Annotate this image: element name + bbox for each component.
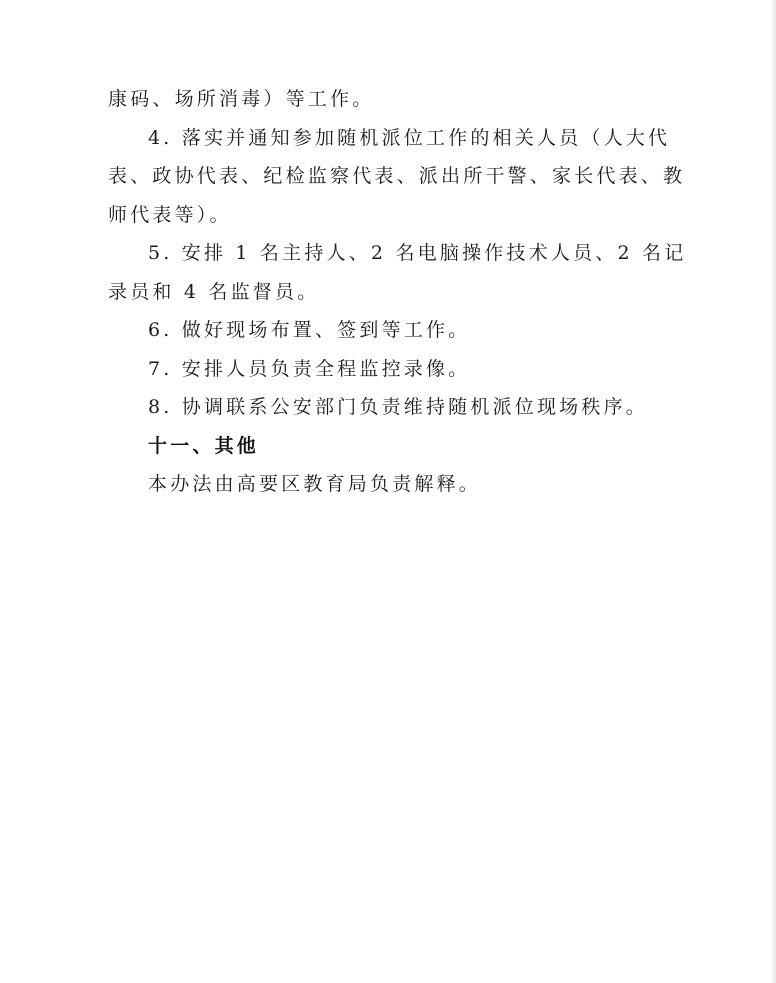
paragraph-continuation: 康码、场所消毒）等工作。 <box>108 88 375 110</box>
closing-paragraph: 本办法由高要区教育局负责解释。 <box>148 473 482 495</box>
document-body <box>108 80 688 504</box>
page-edge-shadow <box>770 0 776 983</box>
paragraph-item-4: 4. 落实并通知参加随机派位工作的相关人员（人大代表、政协代表、纪检监察代表、派出所干警、家长代表、教师代表等）。 <box>108 126 686 226</box>
paragraph-item-6: 6. 做好现场布置、签到等工作。 <box>148 319 471 341</box>
paragraph-item-5: 5. 安排 1 名主持人、2 名电脑操作技术人员、2 名记录员和 4 名监督员。 <box>108 242 687 303</box>
paragraph-item-8: 8. 协调联系公安部门负责维持随机派位现场秩序。 <box>148 396 648 418</box>
section-heading: 十一、其他 <box>148 434 260 457</box>
paragraph-item-7: 7. 安排人员负责全程监控录像。 <box>148 357 471 380</box>
